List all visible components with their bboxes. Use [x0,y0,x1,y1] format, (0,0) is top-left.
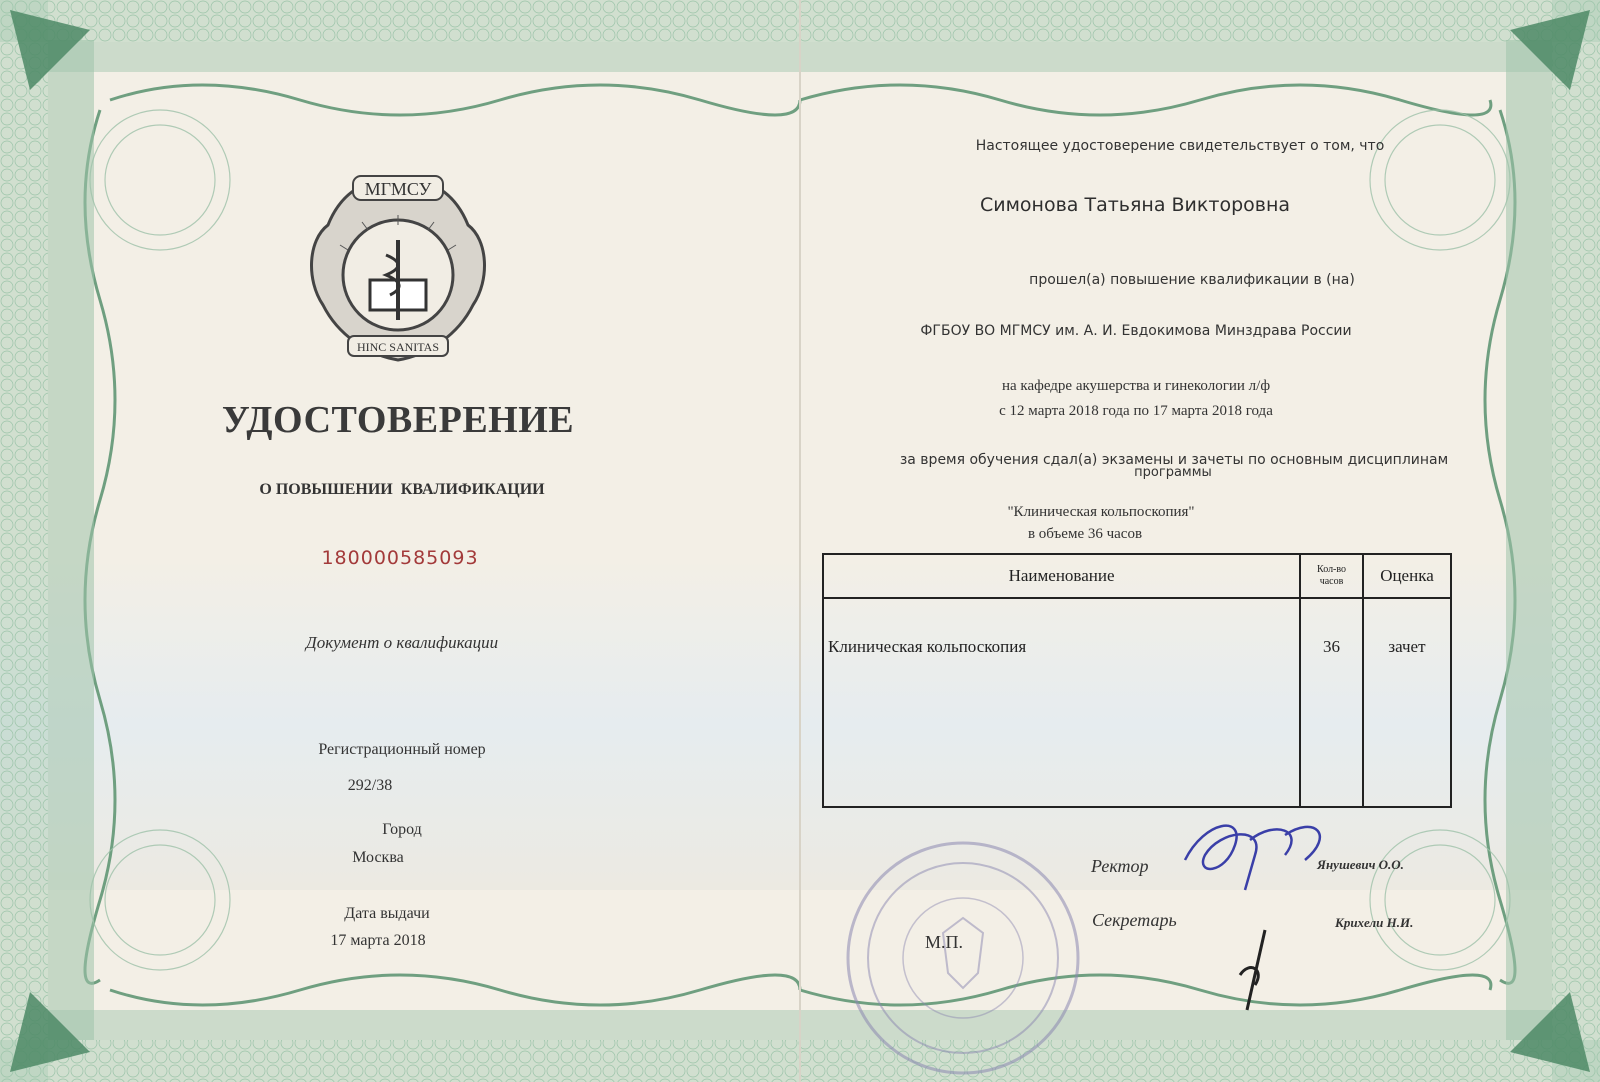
exams-text-line1: за время обучения сдал(а) экзамены и зачеты по основным дисциплинам [899,452,1449,468]
emblem-bottom-text: HINC SANITAS [356,340,440,354]
mgmsu-emblem [298,170,498,365]
issue-date-value: 17 марта 2018 [330,932,426,949]
seal-label: М.П. [925,932,964,952]
col-header-hours-bottom: часов [1319,576,1344,587]
certifies-text: Настоящее удостоверение свидетельствует о том, что [975,138,1385,154]
exams-text-line2: программы [1134,465,1212,480]
grades-table [822,553,1452,808]
official-stamp [838,838,1088,1078]
row-hours: 36 [1300,598,1363,807]
program-volume: в объеме 36 часов [1027,526,1143,542]
row-grade: зачет [1363,598,1451,807]
city-label: Город [382,821,422,838]
secretary-signature [1235,925,1275,1015]
rector-name: Янушевич О.О. [1317,857,1404,872]
grades-header-row [823,554,1451,598]
secretary-label: Секретарь [1092,910,1177,930]
program-title: "Клиническая кольпоскопия" [1007,504,1195,520]
city-value: Москва [352,849,404,866]
holder-name: Симонова Татьяна Викторовна [979,194,1291,216]
training-period: с 12 марта 2018 года по 17 марта 2018 года [999,403,1273,419]
document-type: Документ о квалификации [305,633,499,652]
table-row [823,598,1451,807]
col-header-name: Наименование [823,554,1300,598]
issue-date-label: Дата выдачи [344,905,430,922]
passed-text: прошел(а) повышение квалификации в (на) [1029,272,1355,288]
emblem-top-text: МГМСУ [364,179,432,199]
document-title: УДОСТОВЕРЕНИЕ [221,399,575,441]
secretary-name: Крихели Н.И. [1335,915,1414,930]
col-header-grade: Оценка [1363,554,1451,598]
row-discipline: Клиническая кольпоскопия [823,598,1300,807]
registration-number: 292/38 [347,777,393,794]
rector-label: Ректор [1091,856,1149,876]
col-header-hours-top: Кол-во [1317,564,1347,575]
registration-label: Регистрационный номер [318,741,486,758]
document-subtitle: О ПОВЫШЕНИИ КВАЛИФИКАЦИИ [259,481,545,498]
department-text: на кафедре акушерства и гинекологии л/ф [1001,378,1271,394]
serial-number: 180000585093 [321,547,479,569]
col-header-hours [1300,554,1363,598]
rector-signature [1175,815,1340,895]
institution-name: ФГБОУ ВО МГМСУ им. А. И. Евдокимова Минздрава России [920,323,1352,339]
